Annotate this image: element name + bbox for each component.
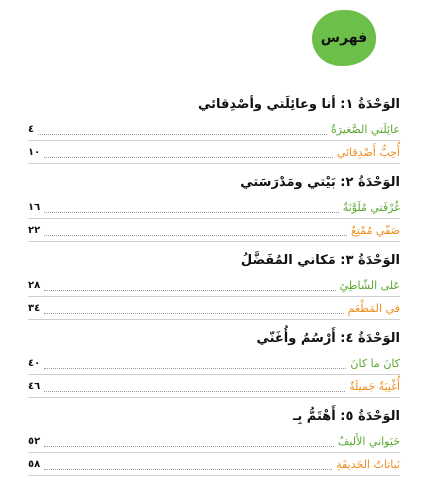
unit-2: [28, 174, 400, 242]
toc-entry[interactable]: [28, 453, 400, 476]
leader-dots: [44, 468, 332, 470]
page-number: ٣٤: [28, 303, 41, 314]
toc-entry[interactable]: [28, 274, 400, 297]
page-title: فهرس: [320, 30, 368, 46]
leader-dots: [44, 234, 347, 236]
unit-title: الوَحْدَةُ ٥: أَهْتَمُّ بِـ: [292, 409, 400, 424]
page-number: ٥٢: [28, 436, 41, 447]
leader-dots: [44, 367, 346, 369]
lesson-title: صَفّي مُمْتِعٌ: [351, 224, 400, 237]
unit-4: [28, 330, 400, 398]
lesson-title: كانَ ما كانَ: [350, 357, 400, 370]
unit-5: [28, 408, 400, 476]
page-number: ٤: [28, 124, 35, 135]
page-number: ٤٠: [28, 358, 41, 369]
toc-entry[interactable]: [28, 430, 400, 453]
page-number: ٤٦: [28, 381, 41, 392]
lesson-title: نَباتاتُ الحَديقَةِ: [336, 458, 400, 471]
lesson-title: عَلى الشّاطِئِ: [339, 279, 400, 292]
leader-dots: [44, 156, 333, 158]
table-of-contents: [28, 96, 400, 486]
leader-dots: [44, 211, 339, 213]
unit-title: الوَحْدَةُ ٤: أَرْسُمُ وأُغَنّي: [256, 331, 400, 346]
leader-dots: [38, 133, 327, 135]
toc-entry[interactable]: [28, 297, 400, 320]
lesson-title: أُحِبُّ أَصْدِقائي: [336, 146, 400, 159]
unit-1: [28, 96, 400, 164]
toc-entry[interactable]: [28, 352, 400, 375]
lesson-title: في المَطْعَمِ: [347, 302, 400, 315]
lesson-title: حَيَواني الأَليفُ: [338, 435, 400, 448]
toc-entry[interactable]: [28, 118, 400, 141]
page-number: ٢٢: [28, 225, 41, 236]
toc-entry[interactable]: [28, 141, 400, 164]
unit-3: [28, 252, 400, 320]
page-number: ١٠: [28, 147, 41, 158]
leader-dots: [44, 312, 343, 314]
leader-dots: [44, 445, 334, 447]
page-number: ٥٨: [28, 459, 41, 470]
toc-entry[interactable]: [28, 219, 400, 242]
page-number: ١٦: [28, 202, 41, 213]
page-number: ٢٨: [28, 280, 41, 291]
unit-title: الوَحْدَةُ ٢: بَيْتي ومَدْرَسَتي: [240, 175, 400, 190]
unit-title: الوَحْدَةُ ١: أنا وعائِلَتي وأصْدِقائي: [197, 97, 400, 112]
leader-dots: [44, 390, 345, 392]
toc-entry[interactable]: [28, 375, 400, 398]
toc-entry[interactable]: [28, 196, 400, 219]
lesson-title: عائِلَتي الصَّغيرَةُ: [330, 123, 400, 136]
title-badge: [312, 10, 376, 66]
leader-dots: [44, 289, 335, 291]
lesson-title: غُرْفَتي مُلَوَّنَةٌ: [342, 201, 400, 214]
unit-title: الوَحْدَةُ ٣: مَكاني المُفَضَّلُ: [240, 253, 400, 268]
lesson-title: أُغْنِيَةٌ جَميلَةٌ: [349, 380, 400, 393]
